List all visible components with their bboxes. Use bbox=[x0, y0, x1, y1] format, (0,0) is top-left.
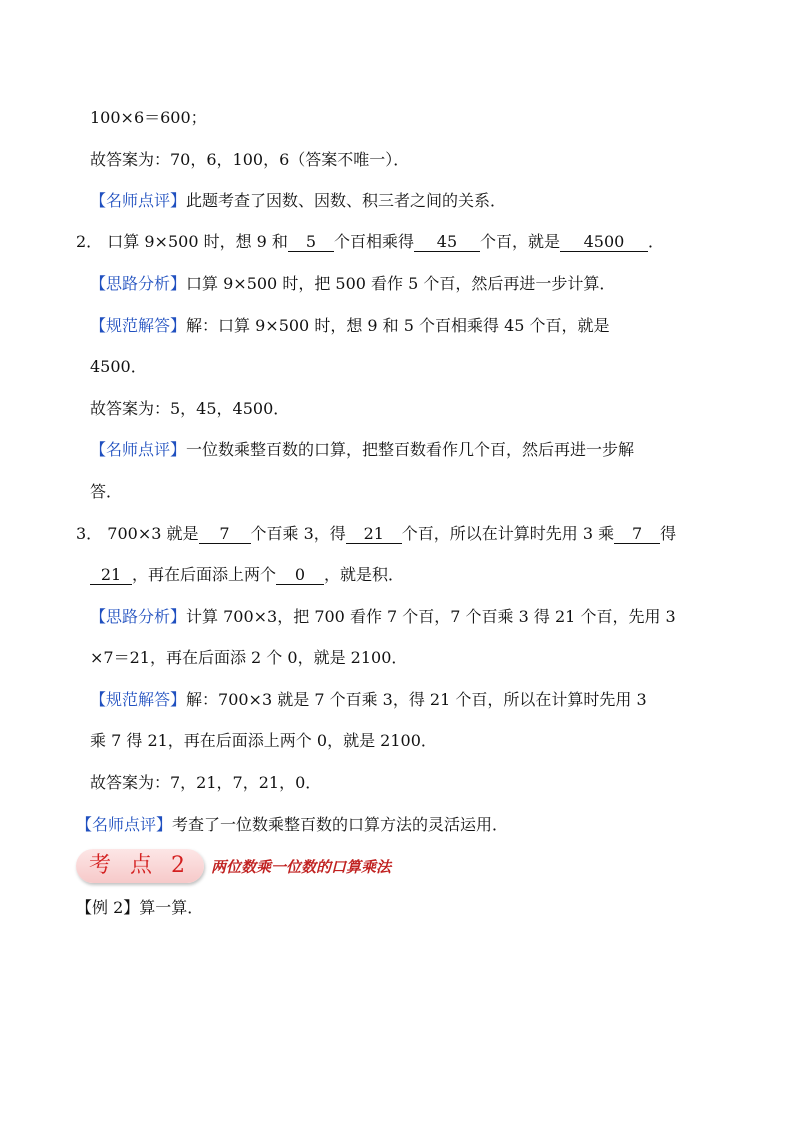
question-3 bbox=[76, 524, 676, 544]
question-text: 个百，就是 bbox=[479, 232, 560, 251]
answer-blank: 7 bbox=[614, 525, 660, 544]
question-text: ，就是积． bbox=[324, 565, 405, 584]
question-text: 个百乘 3，得 bbox=[250, 524, 346, 543]
solution-line bbox=[90, 690, 647, 710]
comment-tag: 【名师点评】 bbox=[90, 440, 187, 459]
equation-line: 100×6＝600； bbox=[90, 108, 207, 127]
question-2 bbox=[76, 232, 664, 252]
question-text: 口算 9×500 时，想 9 和 bbox=[107, 232, 288, 251]
comment-tag: 【名师点评】 bbox=[76, 815, 173, 834]
answer-line: 故答案为：70，6，100，6（答案不唯一）． bbox=[90, 150, 410, 169]
question-text: 得 bbox=[660, 524, 677, 543]
section-badge-label: 考 点 2 bbox=[89, 853, 191, 878]
solution-line-cont: 4500． bbox=[90, 357, 147, 376]
comment-line bbox=[76, 815, 508, 835]
answer-blank: 4500 bbox=[560, 233, 648, 252]
question-text: ，再在后面添上两个 bbox=[132, 565, 277, 584]
question-3-cont bbox=[90, 565, 404, 585]
question-text: 个百相乘得 bbox=[333, 232, 414, 251]
comment-tag: 【名师点评】 bbox=[90, 191, 187, 210]
question-text: 700×3 就是 bbox=[107, 524, 199, 543]
example-text: 算一算． bbox=[139, 898, 204, 917]
answer-blank: 0 bbox=[276, 566, 324, 585]
answer-blank: 21 bbox=[90, 566, 132, 585]
solution-tag: 【规范解答】 bbox=[90, 690, 187, 709]
answer-blank: 45 bbox=[414, 233, 480, 252]
solution-line bbox=[90, 316, 610, 336]
analysis-line-cont: ×7＝21，再在后面添 2 个 0，就是 2100． bbox=[90, 648, 408, 667]
comment-line bbox=[90, 191, 506, 211]
comment-text: 考查了一位数乘整百数的口算方法的灵活运用． bbox=[172, 815, 509, 834]
solution-tag: 【规范解答】 bbox=[90, 316, 187, 335]
answer-blank: 7 bbox=[199, 525, 251, 544]
answer-blank: 21 bbox=[346, 525, 402, 544]
solution-text: 解：口算 9×500 时，想 9 和 5 个百相乘得 45 个百，就是 bbox=[186, 316, 610, 335]
comment-line bbox=[90, 440, 634, 460]
answer-line: 故答案为：7，21，7，21，0． bbox=[90, 773, 322, 792]
example-label: 【例 2】 bbox=[76, 898, 140, 917]
answer-line: 故答案为：5，45，4500． bbox=[90, 399, 290, 418]
question-text: ． bbox=[647, 232, 664, 251]
analysis-tag: 【思路分析】 bbox=[90, 274, 187, 293]
question-number: 3． bbox=[76, 524, 103, 543]
solution-text: 解：700×3 就是 7 个百乘 3，得 21 个百，所以在计算时先用 3 bbox=[186, 690, 647, 709]
section-badge bbox=[76, 849, 204, 883]
section-title: 两位数乘一位数的口算乘法 bbox=[211, 858, 392, 876]
analysis-line bbox=[90, 274, 615, 294]
comment-line-cont: 答． bbox=[90, 482, 123, 501]
comment-text: 此题考查了因数、因数、积三者之间的关系． bbox=[186, 191, 507, 210]
answer-blank: 5 bbox=[288, 233, 334, 252]
question-number: 2． bbox=[76, 232, 103, 251]
comment-text: 一位数乘整百数的口算，把整百数看作几个百，然后再进一步解 bbox=[186, 440, 635, 459]
solution-line-cont: 乘 7 得 21，再在后面添上两个 0，就是 2100． bbox=[90, 731, 437, 750]
example-line bbox=[76, 898, 203, 918]
analysis-text: 计算 700×3，把 700 看作 7 个百，7 个百乘 3 得 21 个百，先用 3 bbox=[186, 607, 676, 626]
analysis-line bbox=[90, 607, 676, 627]
analysis-tag: 【思路分析】 bbox=[90, 607, 187, 626]
analysis-text: 口算 9×500 时，把 500 看作 5 个百，然后再进一步计算． bbox=[186, 274, 616, 293]
question-text: 个百，所以在计算时先用 3 乘 bbox=[401, 524, 615, 543]
